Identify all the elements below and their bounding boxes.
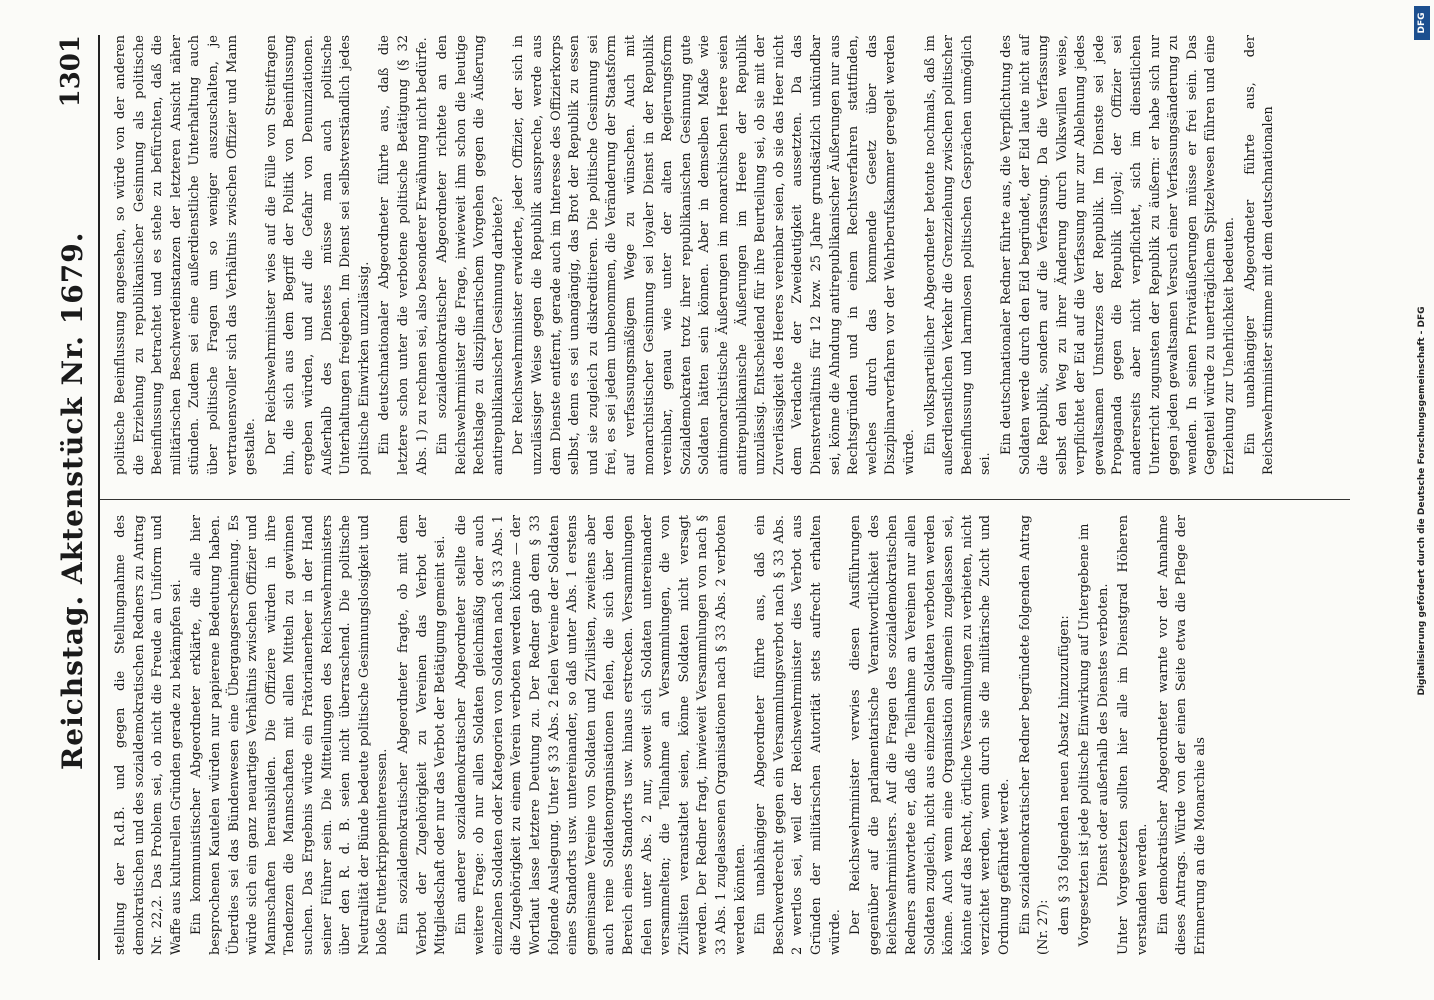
dfg-logo (1414, 6, 1430, 40)
paragraph: Ein unabhängiger Abgeordneter führte aus, der Reichswehrminister stimme mit dem deutschnationalen (1242, 35, 1277, 475)
paragraph: Ein deutschnationaler Abgeordneter führte aus, daß die letztere schon unter die verbotene politische Betätigung (§ 32 Abs. 1) zu rechnen sei, also besonderer Erwähnung nicht bedürfe. (377, 35, 430, 475)
paragraph: Der Reichswehrminister wies auf die Fülle von Streitfragen hin, die sich aus dem Begriff der Politik von Beeinflussung ergeben würden, und auf die Gefahr von Denunziationen. Außerhalb des Dienstes müsse man auch politische Unterhaltungen freigeben. Im Dienst sei selbstverständlich jedes politische Einwirken unzulässig. (263, 35, 372, 475)
header-rule (98, 35, 100, 960)
left-column (112, 515, 1212, 955)
paragraph: Ein unabhängiger Abgeordneter führte aus, daß ein Beschwerderecht gegen ein Versammlungsverbot nach § 33 Abs. 2 wertlos sei, weil der Reichswehrminister dies Verbot aus Gründen der militärischen Autorität stets aufrecht erhalten würde. (753, 515, 843, 955)
paragraph: Ein deutschnationaler Redner führte aus, die Verpflichtung des Soldaten werde durch den Eid begründet, der Eid laute nicht auf die Republik, sondern auf die Verfassung. Da die Verfassung selbst den Weg zu ihrer Änderung durch Volkswillen weise, verpflichtet der Eid auf die Verfassung nur zur Ablehnung jedes gewaltsamen Umsturzes der Republik. Im Dienste sei jede Propaganda gegen die Republik illoyal; der Offizier sei andererseits aber nicht verpflichtet, sich im dienstlichen Unterricht zugunsten der Republik zu äußern: er habe sich nur gegen jeden gewaltsamen Versuch einer Verfassungsänderung zu wenden. In seinen Privatäußerungen müsse er frei sein. Das Gegenteil würde zu unerträglichem Spitzelwesen führen und eine Erziehung zur Unehrlichkeit bedeuten. (998, 35, 1238, 475)
paragraph: Ein volksparteilicher Abgeordneter betonte nochmals, daß im außerdienstlichen Verkehr die Grenzziehung zwischen politischer Beeinflussung und harmlosen politischen Gesprächen unmöglich sei. (922, 35, 994, 475)
credit-text: Digitalisierung gefördert durch die Deutsche Forschungsgemeinschaft - DFG (1417, 305, 1427, 696)
paragraph: Ein sozialdemokratischer Redner begründete folgenden Antrag (Nr. 27): (1017, 515, 1052, 955)
paragraph: dem § 33 folgenden neuen Absatz hinzuzufügen: (1056, 615, 1072, 935)
paragraph: Ein sozialdemokratischer Abgeordneter richtete an den Reichswehrminister die Frage, inwieweit ihm schon die heutige Rechtslage zu disziplinarischem Vorgehen gegen die Äußerung antirepublikanischer Gesinnung darbiete? (435, 35, 506, 475)
dfg-logo-text: DFG (1417, 12, 1427, 34)
page-title: Reichstag. Aktenstück Nr. 1679. (56, 231, 89, 770)
column-divider (100, 499, 1350, 500)
right-column (112, 35, 1281, 475)
paragraph: Ein sozialdemokratischer Abgeordneter fragte, ob mit dem Verbot der Zugehörigkeit zu Vereinen das Verbot der Mitgliedschaft oder nur das Verbot der Betätigung gemeint sei. (395, 515, 449, 955)
paragraph: politische Beeinflussung angesehen, so würde von der anderen die Erziehung zu republikanischer Gesinnung als politische Beeinflussung betrachtet und es stehe zu befürchten, daß die militärischen Beschwerdeinstanzen der letzteren Ansicht näher stünden. Zudem sei eine außerdienstliche Unterhaltung auch über politische Fragen um so weniger auszuschalten, je vertrauensvoller sich das Verhältnis zwischen Offizier und Mann gestalte. (113, 35, 259, 475)
paragraph: Ein demokratischer Abgeordneter warnte vor der Annahme dieses Antrags. Würde von der einen Seite etwa die Pflege der Erinnerung an die Monarchie als (1155, 515, 1208, 955)
paragraph: Ein kommunistischer Abgeordneter erklärte, die alle hier besprochenen Kautelen würden nur papierene Bedeutung haben. Überdies sei das Bündenwesen eine Übergangserscheinung. Es würde sich ein ganz neuartiges Verhältnis zwischen Offizier und Mannschaften herausbilden. Die Offiziere würden in ihre Tendenzen die Mannschaften mit allen Mitteln zu gewinnen suchen. Das Ergebnis würde ein Prätorianerheer in der Hand seiner Führer sein. Die Mitteilungen des Reichswehrministers über den R. d. B. seien nicht überraschend. Die politische Neutralität der Bünde bedeute politische Gesinnungslosigkeit und bloße Futterkrippeninteressen. (189, 515, 391, 955)
page-number: 1301 (56, 35, 86, 108)
paragraph: Der Reichswehrminister verwies diesen Ausführungen gegenüber auf die parlamentarische Verantwortlichkeit des Reichswehrministers. Auf die Fragen des sozialdemokratischen Redners antwortete er, daß die Teilnahme an Vereinen nur allen Soldaten zugleich, nicht aus einzelnen Soldaten verboten werden könne. Auch wenn eine Organisation allgemein zugelassen sei, könnte auf das Recht, örtliche Versammlungen zu verbieten, nicht verzichtet werden, wenn durch sie die militärische Zucht und Ordnung gefährdet werde. (848, 515, 1012, 955)
paragraph: Der Reichswehrminister erwiderte, jeder Offizier, der sich in unzulässiger Weise gegen die Republik ausspreche, werde aus dem Dienste entfernt, gerade auch im Interesse des Offizierkorps selbst, denn es sei unangängig, das Brot der Republik zu essen und sie zugleich zu diskreditieren. Die politische Gesinnung sei frei, es sei jedem unbenommen, die Veränderung der Staatsform auf verfassungsmäßigem Wege zu wünschen. Auch mit monarchistischer Gesinnung sei loyaler Dienst in der Republik vereinbar, genau wie unter der alten Regierungsform Sozialdemokraten trotz ihrer republikanischen Gesinnung gute Soldaten hätten sein können. Aber in demselben Maße wie antimonarchistische Äußerungen im monarchischen Heere seien antirepublikanische Äußerungen im Heere der Republik unzulässig. Entscheidend für ihre Beurteilung sei, ob sie mit der Zuverlässigkeit des Heeres vereinbar seien, ob sie das Heer nicht dem Verdachte der Zweideutigkeit aussetzten. Da das Dienstverhältnis für 12 bzw. 25 Jahre grundsätzlich unkündbar sei, könne die Ahndung antirepublikanischer Äußerungen nur aus Rechtsgründen und in einem Rechtsverfahren stattfinden, welches durch das kommende Gesetz über das Disziplinarverfahren vor der Wehrberufskammer geregelt werden würde. (511, 35, 917, 475)
digitization-credit (1414, 8, 1430, 993)
paragraph: Unter Vorgesetzten sollten hier alle im Dienstgrad Höheren verstanden werden. (1116, 515, 1151, 955)
paragraph: Ein anderer sozialdemokratischer Abgeordneter stellte die weitere Frage: ob nur allen Soldaten gleichmäßig oder auch einzelnen Soldaten oder Kategorien von Soldaten nach § 33 Abs. 1 die Zugehörigkeit zu einem Verein verboten werden könne — der Wortlaut lasse letztere Deutung zu. Der Redner gab dem § 33 folgende Auslegung. Unter § 33 Abs. 2 fielen Vereine der Soldaten eines Standorts usw. untereinander, so daß unter Abs. 1 erstens gemeinsame Vereine von Soldaten und Zivilisten, zweitens aber auch reine Soldatenorganisationen fielen, die sich über den Bereich eines Standorts usw. hinaus erstrecken. Versammlungen fielen unter Abs. 2 nur, soweit sich Soldaten untereinander versammelten; die Teilnahme an Versammlungen, die von Zivilisten veranstaltet seien, könne Soldaten nicht versagt werden. Der Redner fragt, inwieweit Versammlungen von nach § 33 Abs. 1 zugelassenen Organisationen nach § 33 Abs. 2 verboten werden könnten. (453, 515, 748, 955)
page-header (52, 35, 92, 960)
paragraph: stellung der R.d.B. und gegen die Stellungnahme des demokratischen und des sozialdemokratischen Redners zu Antrag Nr. 22,2. Das Problem sei, ob nicht die Freude an Uniform und Waffe aus kulturellen Gründen gerade zu bekämpfen sei. (113, 515, 184, 955)
motion-text: Vorgesetzten ist jede politische Einwirkung auf Untergebene im Dienst oder außerhalb des Dienstes verboten. (1077, 523, 1111, 947)
